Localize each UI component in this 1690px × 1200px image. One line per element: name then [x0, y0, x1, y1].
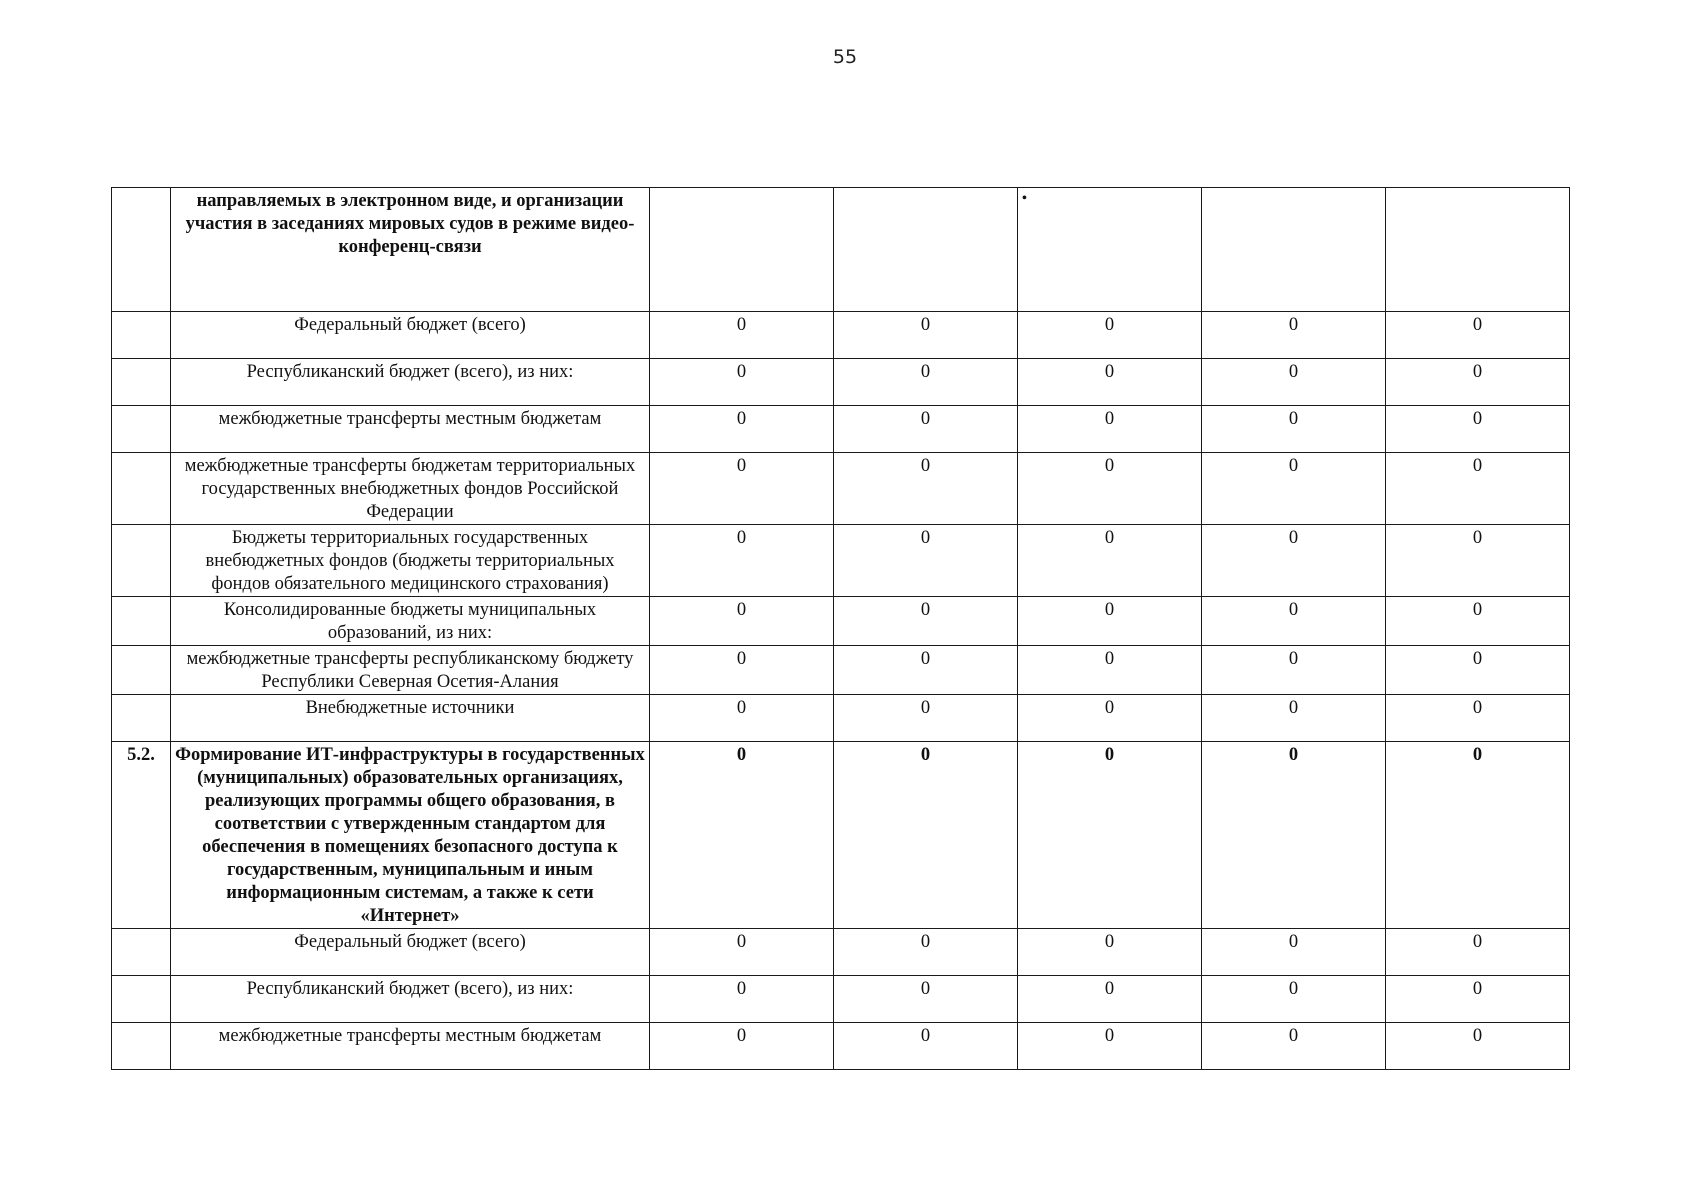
value-cell-year-2: 0: [834, 929, 1018, 976]
value-cell-year-3: 0: [1018, 453, 1202, 525]
value-cell-year-5: 0: [1386, 929, 1570, 976]
value-cell-year-4: 0: [1202, 525, 1386, 597]
value-cell-year-4: 0: [1202, 695, 1386, 742]
table-row: [112, 453, 1570, 525]
row-name-cell: Республиканский бюджет (всего), из них:: [171, 359, 650, 406]
row-number-cell: [112, 646, 171, 695]
value-cell-year-5: 0: [1386, 695, 1570, 742]
value-cell-year-5: 0: [1386, 406, 1570, 453]
value-cell-year-1: 0: [650, 312, 834, 359]
value-cell-year-4: 0: [1202, 742, 1386, 929]
value-cell-year-3: 0: [1018, 406, 1202, 453]
value-cell-year-5: 0: [1386, 742, 1570, 929]
row-name-cell: Федеральный бюджет (всего): [171, 312, 650, 359]
page-number: 55: [832, 46, 858, 68]
row-name-cell: межбюджетные трансферты республиканскому бюджету Республики Северная Осетия-Алания: [171, 646, 650, 695]
value-cell-year-3: [1018, 188, 1202, 312]
table-row: [112, 525, 1570, 597]
value-cell-year-1: [650, 188, 834, 312]
table-row: [112, 188, 1570, 312]
row-name-cell: Формирование ИТ-инфраструктуры в государственных (муниципальных) образовательных организациях, реализующих программы общего образования, в соответствии с утвержденным стандартом для обеспечения в помещениях безопасного доступа к государственным, муниципальным и иным информационным системам, а также к сети «Интернет»: [171, 742, 650, 929]
value-cell-year-1: 0: [650, 359, 834, 406]
row-name-cell: межбюджетные трансферты бюджетам территориальных государственных внебюджетных фондов Российской Федерации: [171, 453, 650, 525]
row-name-cell: Федеральный бюджет (всего): [171, 929, 650, 976]
value-cell-year-2: 0: [834, 742, 1018, 929]
row-number-cell: [112, 695, 171, 742]
value-cell-year-5: 0: [1386, 359, 1570, 406]
value-cell-year-4: 0: [1202, 976, 1386, 1023]
budget-table-body: [112, 188, 1570, 1070]
row-number-cell: [112, 976, 171, 1023]
value-cell-year-1: 0: [650, 597, 834, 646]
table-row: [112, 976, 1570, 1023]
value-cell-year-1: 0: [650, 742, 834, 929]
value-cell-year-2: 0: [834, 695, 1018, 742]
value-cell-year-4: 0: [1202, 359, 1386, 406]
value-cell-year-1: 0: [650, 929, 834, 976]
row-name-cell: Внебюджетные источники: [171, 695, 650, 742]
value-cell-year-1: 0: [650, 695, 834, 742]
value-cell-year-3: 0: [1018, 312, 1202, 359]
table-row: [112, 929, 1570, 976]
value-cell-year-2: 0: [834, 646, 1018, 695]
value-cell-year-4: 0: [1202, 406, 1386, 453]
value-cell-year-4: 0: [1202, 929, 1386, 976]
row-name-cell: направляемых в электронном виде, и организации участия в заседаниях мировых судов в режиме видео-конференц-связи: [171, 188, 650, 312]
value-cell-year-1: 0: [650, 646, 834, 695]
value-cell-year-4: 0: [1202, 312, 1386, 359]
table-row: [112, 695, 1570, 742]
value-cell-year-3: 0: [1018, 929, 1202, 976]
row-number-cell: [112, 1023, 171, 1070]
row-name-cell: Бюджеты территориальных государственных внебюджетных фондов (бюджеты территориальных фондов обязательного медицинского страхования): [171, 525, 650, 597]
row-number-cell: 5.2.: [112, 742, 171, 929]
row-number-cell: [112, 929, 171, 976]
value-cell-year-3: 0: [1018, 1023, 1202, 1070]
value-cell-year-4: 0: [1202, 597, 1386, 646]
table-row: [112, 359, 1570, 406]
row-number-cell: [112, 453, 171, 525]
row-number-cell: [112, 188, 171, 312]
value-cell-year-1: 0: [650, 1023, 834, 1070]
value-cell-year-5: 0: [1386, 976, 1570, 1023]
table-row: [112, 597, 1570, 646]
value-cell-year-3: 0: [1018, 525, 1202, 597]
value-cell-year-5: 0: [1386, 597, 1570, 646]
row-name-cell: Консолидированные бюджеты муниципальных образований, из них:: [171, 597, 650, 646]
value-cell-year-2: 0: [834, 597, 1018, 646]
row-number-cell: [112, 525, 171, 597]
value-cell-year-1: 0: [650, 976, 834, 1023]
value-cell-year-4: 0: [1202, 646, 1386, 695]
budget-table: [111, 187, 1570, 1070]
value-cell-year-2: 0: [834, 359, 1018, 406]
value-cell-year-5: 0: [1386, 646, 1570, 695]
value-cell-year-1: 0: [650, 525, 834, 597]
value-cell-year-4: 0: [1202, 1023, 1386, 1070]
table-row: [112, 646, 1570, 695]
value-cell-year-4: 0: [1202, 453, 1386, 525]
value-cell-year-3: 0: [1018, 742, 1202, 929]
bullet-mark: •: [1022, 191, 1027, 206]
value-cell-year-2: 0: [834, 312, 1018, 359]
row-name-cell: межбюджетные трансферты местным бюджетам: [171, 1023, 650, 1070]
value-cell-year-5: [1386, 188, 1570, 312]
value-cell-year-2: [834, 188, 1018, 312]
value-cell-year-1: 0: [650, 406, 834, 453]
value-cell-year-1: 0: [650, 453, 834, 525]
row-number-cell: [112, 406, 171, 453]
value-cell-year-3: 0: [1018, 359, 1202, 406]
row-number-cell: [112, 312, 171, 359]
value-cell-year-4: [1202, 188, 1386, 312]
table-row: [112, 312, 1570, 359]
row-number-cell: [112, 359, 171, 406]
value-cell-year-5: 0: [1386, 312, 1570, 359]
value-cell-year-2: 0: [834, 453, 1018, 525]
value-cell-year-5: 0: [1386, 453, 1570, 525]
value-cell-year-5: 0: [1386, 525, 1570, 597]
value-cell-year-2: 0: [834, 406, 1018, 453]
value-cell-year-3: 0: [1018, 695, 1202, 742]
value-cell-year-2: 0: [834, 1023, 1018, 1070]
value-cell-year-5: 0: [1386, 1023, 1570, 1070]
table-row: [112, 1023, 1570, 1070]
row-name-cell: Республиканский бюджет (всего), из них:: [171, 976, 650, 1023]
value-cell-year-3: 0: [1018, 597, 1202, 646]
row-number-cell: [112, 597, 171, 646]
value-cell-year-2: 0: [834, 976, 1018, 1023]
value-cell-year-3: 0: [1018, 976, 1202, 1023]
row-name-cell: межбюджетные трансферты местным бюджетам: [171, 406, 650, 453]
table-row: [112, 406, 1570, 453]
value-cell-year-3: 0: [1018, 646, 1202, 695]
table-row: [112, 742, 1570, 929]
value-cell-year-2: 0: [834, 525, 1018, 597]
